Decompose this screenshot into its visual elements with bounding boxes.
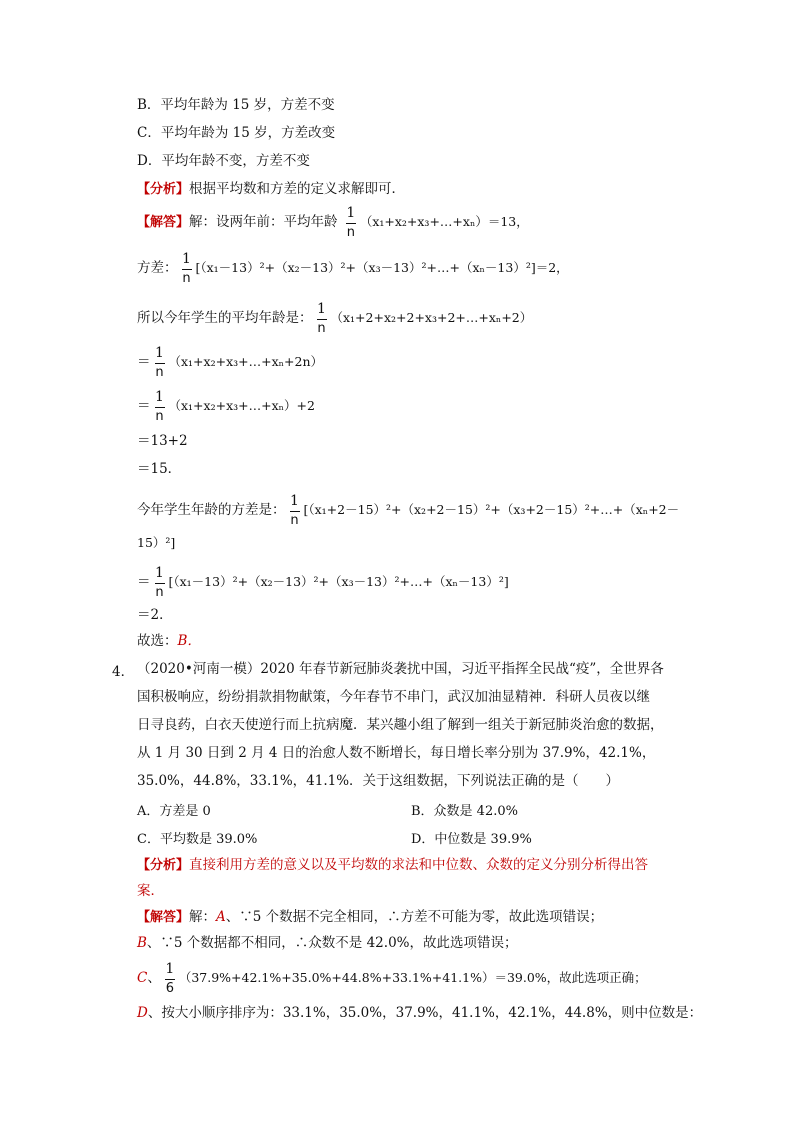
option-letter: B <box>137 935 147 951</box>
choose-line <box>137 632 201 650</box>
solution-c-text: （37.9%+42.1%+35.0%+44.8%+33.1%+41.1%）＝39.0%，故此选项正确； <box>178 970 647 985</box>
variance-line <box>137 252 569 285</box>
analysis-1 <box>137 180 405 199</box>
option-c-prev: C．平均年龄为 15 岁，方差改变 <box>137 125 336 141</box>
variance-step-expr: [（x₁－13）²+（x₂－13）²+（x₃－13）²+…+（xₙ－13）²] <box>168 574 509 589</box>
solution-d-text: 、按大小顺序排序为：33.1%，35.0%，37.9%，41.1%，42.1%，44.8%，则中位数是： <box>147 1005 703 1021</box>
analysis-2 <box>137 856 648 875</box>
question-number: 4． <box>112 664 135 680</box>
analysis-tag: 【分析】 <box>137 858 190 873</box>
fraction: $\frac{1}{n}$ <box>155 565 164 600</box>
now-variance-label: 今年学生年龄的方差是： <box>137 502 286 518</box>
fraction: $\frac{1}{n}$ <box>346 205 356 240</box>
solution-2-b <box>137 934 517 952</box>
solution-b-text: 、∵5 个数据都不相同，∴众数不是 42.0%，故此选项错误； <box>146 935 518 951</box>
option-c: C．平均数是 39.0% <box>137 832 258 847</box>
fraction: $\frac{1}{6}$ <box>165 961 175 996</box>
option-b-prev: B．平均年龄为 15 岁，方差不变 <box>137 97 335 113</box>
question-line-3: 日寻良药，白衣天使逆行而上抗病魔．某兴趣小组了解到一组关于新冠肺炎治愈的数据， <box>137 717 664 733</box>
step-1: ＝ $\frac{1}{n}$ （x₁+x₂+x₃+…+xₙ+2n） <box>137 345 324 380</box>
solution-a-text: 、∵5 个数据不完全相同，∴方差不可能为零，故此选项错误； <box>225 909 604 925</box>
step-2-expr: （x₁+x₂+x₃+…+xₙ）+2 <box>168 398 315 413</box>
choose-label: 故选： <box>137 633 178 649</box>
choice-answer: B． <box>177 633 201 649</box>
solution-tag: 【解答】 <box>137 215 190 230</box>
option-letter: D <box>137 1005 148 1021</box>
variance-label: 方差： <box>137 260 178 276</box>
now-variance-line <box>137 494 679 527</box>
fraction: $\frac{1}{n}$ <box>155 345 164 380</box>
now-variance-expr: [（x₁+2－15）²+（x₂+2－15）²+（x₃+2－15）²+…+（xₙ+2－ <box>303 502 680 517</box>
variance-expr: [（x₁－13）²+（x₂－13）²+（x₃－13）²+…+（xₙ－13）²]＝2， <box>195 260 569 275</box>
solution-intro-text: 解：设两年前：平均年龄 <box>189 214 338 230</box>
fraction: $\frac{1}{n}$ <box>290 493 299 528</box>
solution-2-c: C、 $\frac{1}{6}$ （37.9%+42.1%+35.0%+44.8%+33.1%+41.1%）＝39.0%，故此选项正确； <box>137 961 647 996</box>
question-line-5: 35.0%，44.8%，33.1%，41.1%．关于这组数据，下列说法正确的是（ ） <box>137 773 620 789</box>
option-d: D．中位数是 39.9% <box>411 832 532 847</box>
solution-1-intro <box>137 206 529 239</box>
fraction: $\frac{1}{n}$ <box>182 251 191 286</box>
solution-tag: 【解答】 <box>137 910 190 925</box>
step-2: ＝ $\frac{1}{n}$ （x₁+x₂+x₃+…+xₙ）+2 <box>137 389 315 424</box>
fraction: $\frac{1}{n}$ <box>317 301 326 336</box>
analysis-text: 根据平均数和方差的定义求解即可． <box>189 181 406 197</box>
option-letter: A <box>216 909 226 925</box>
analysis-tag: 【分析】 <box>137 182 190 197</box>
now-mean-line <box>137 302 532 335</box>
question-line-1: （2020•河南一模）2020 年春节新冠肺炎袭扰中国，习近平指挥全民战“疫”，全世界各 <box>137 661 664 677</box>
variance-result: ＝2． <box>137 607 173 623</box>
now-mean-expr: （x₁+2+x₂+2+x₃+2+…+xₙ+2） <box>330 310 533 325</box>
now-mean-label: 所以今年学生的平均年龄是： <box>137 310 313 326</box>
analysis-2-cont: 案． <box>137 883 164 899</box>
step-3: ＝13+2 <box>137 433 188 449</box>
solution-2-a: 【解答】解：A、∵5 个数据不完全相同，∴方差不可能为零，故此选项错误； <box>137 909 604 925</box>
solution-2-d <box>137 1004 702 1022</box>
fraction: $\frac{1}{n}$ <box>155 389 164 424</box>
step-1-expr: （x₁+x₂+x₃+…+xₙ+2n） <box>168 354 324 369</box>
option-d-prev: D．平均年龄不变，方差不变 <box>137 153 310 169</box>
analysis-2-text: 直接利用方差的意义以及平均数的求法和中位数、众数的定义分别分析得出答 <box>189 857 649 873</box>
now-variance-cont: 15）²] <box>137 535 176 550</box>
step-4: ＝15． <box>137 461 182 477</box>
mean-expr: （x₁+x₂+x₃+…+xₙ）＝13， <box>359 214 529 229</box>
option-a: A．方差是 0 <box>137 804 211 819</box>
option-letter: C <box>137 970 148 986</box>
variance-step: ＝ $\frac{1}{n}$ [（x₁－13）²+（x₂－13）²+（x₃－13）²+…+（xₙ－13）²] <box>137 565 509 600</box>
option-b: B．众数是 42.0% <box>411 804 518 819</box>
question-line-2: 国积极响应，纷纷捐款捐物献策，今年春节不串门，武汉加油显精神．科研人员夜以继 <box>137 689 650 705</box>
question-line-4: 从 1 月 30 日到 2 月 4 日的治愈人数不断增长，每日增长率分别为 37.9%，42.1%， <box>137 745 656 761</box>
